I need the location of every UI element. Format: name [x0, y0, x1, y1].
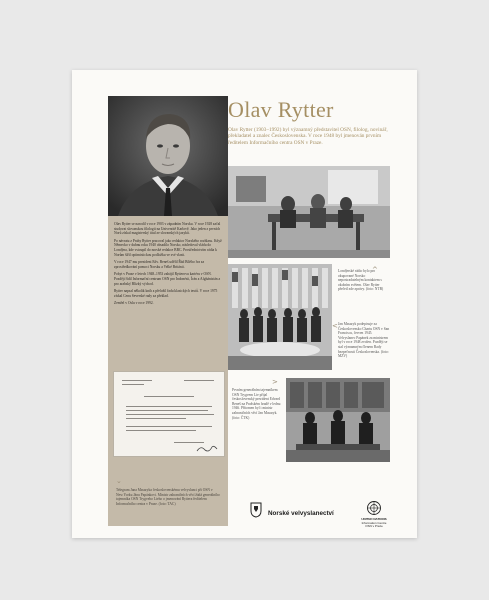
- un-information-centre-label: [354, 518, 394, 529]
- biography-text: [114, 222, 222, 309]
- caret-icon: ⌄: [116, 477, 122, 485]
- un-label-line: OSN v Praze: [365, 524, 383, 529]
- office-meeting-photo: [286, 378, 390, 462]
- bio-paragraph: Pobyt v Praze v letech 1948–1953 zahájil Rytterovu kariéru v OSN. Později řídil Informační centrum OSN pro Indonésii, Írán a Afghánistán a pro arabský Blízký východ.: [114, 272, 221, 286]
- bio-paragraph: V roce 1947 mu prezident Edv. Beneš udělil Řád Bílého lva za zprostředkování pomoci Norsku a Velké Británii.: [114, 260, 205, 269]
- telegram-caption: Telegram Jana Masaryka československému velvyslanci při OSN v New Yorku Jánu Papánkovi. Ministr zahraničních věcí žádá generálního tajemníka OSN Trygveho Lieho o jmenování Ryttera ředitelem Informačního centra v Praze. (foto: TAC): [116, 488, 220, 506]
- norway-embassy-label: Norské velvyslanectví: [268, 510, 334, 517]
- norway-coat-of-arms-icon: [250, 502, 262, 523]
- telegram-document: [113, 371, 225, 457]
- caret-icon: >: [272, 378, 278, 386]
- caret-icon: <: [332, 322, 338, 330]
- caret-icon: ^: [372, 266, 378, 274]
- bio-paragraph: Po návratu z Prahy Rytter pracoval jako redaktor Norského rozhlasu. Když Německo v dubnu roku 1940 obsadilo Norsko, následoval vládu do Londýna, kde vstoupil do norské redakce BBC. Prostřednictvím rádia k Norům šířil optimistickou podložku ve své vlasti.: [114, 238, 222, 257]
- radio-photo-caption: Londýnské rádio bylo pro okupované Norsko nepostradatelným kontaktem s okolním světem. Olav Rytter přečetl zde zprávy. (foto: NTB): [338, 269, 384, 292]
- un-label-line: UNITED NATIONS: [361, 517, 387, 521]
- exhibition-poster: [72, 70, 417, 538]
- intro-text: Olav Rytter (1903–1992) byl významný představitel OSN, filolog, novinář, překladatel a znalec Československa. V roce 1948 byl jmenován prvním ředitelem Informačního centra OSN v Praze.: [228, 127, 388, 146]
- bio-paragraph: Rytter napsal několik knih a přeložil řadu klasických textů. V roce 1975 získal Cenu Severské rady za překlad.: [114, 289, 218, 298]
- charter-photo-caption: Jan Masaryk podepisuje za Československo Chartu OSN v San Franciscu, červen 1945. Velvyslanec Papánek za ministrem byl v roce 1948 zvolen. Později se stal významným členem Rady bezpečnosti Československa. (foto: MZV): [338, 322, 390, 359]
- biography-sidebar: [108, 96, 228, 526]
- bio-paragraph: Zemřel v Oslu v roce 1992.: [114, 301, 154, 306]
- un-label-line: Information Centre: [361, 520, 387, 525]
- un-charter-photo: [228, 264, 332, 370]
- page-title: Olav Rytter: [228, 97, 334, 122]
- bio-paragraph: Olav Rytter se narodil v roce 1903 v západním Norsku. V roce 1928 začal studovat slovanskou filologii na Univerzitě Karlově. Jako jeden z prvních Norů získal magisterský titul ze slovanských jazyků.: [114, 222, 221, 236]
- radio-studio-photo: [228, 166, 390, 258]
- office-photo-caption: Prvním generálním tajemníkem OSN Trygvem Lie přijal československý prezident Edvard Beneš na Pražském hradě v lednu 1946. Přítomen byl i ministr zahraničních věcí Jan Masaryk. (foto: ČTK): [232, 388, 281, 420]
- portrait-photo: [108, 96, 228, 216]
